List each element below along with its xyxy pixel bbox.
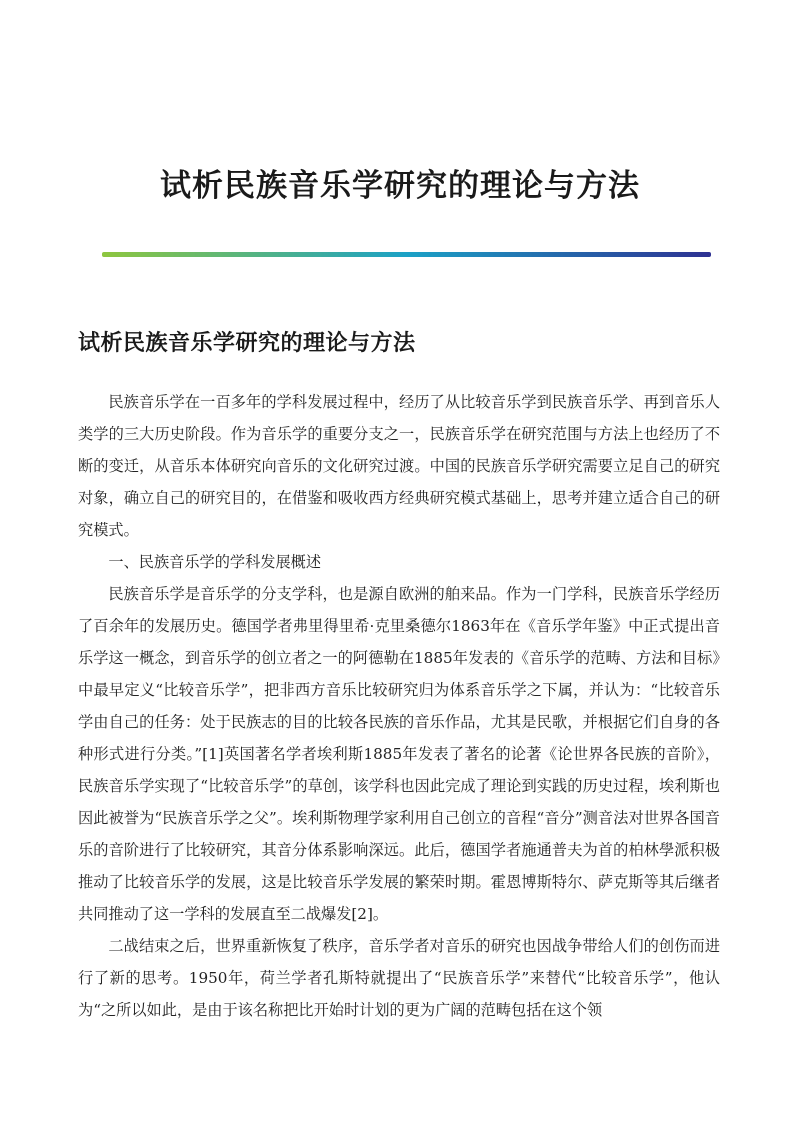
document-title: 试析民族音乐学研究的理论与方法: [160, 168, 640, 204]
title-divider: [102, 252, 711, 257]
paragraph: 民族音乐学在一百多年的学科发展过程中，经历了从比较音乐学到民族音乐学、再到音乐人类学的三大历史阶段。作为音乐学的重要分支之一，民族音乐学在研究范围与方法上也经历了不断的变迁，从音乐本体研究向音乐的文化研究过渡。中国的民族音乐学研究需要立足自己的研究对象，确立自己的研究目的，在借鉴和吸收西方经典研究模式基础上，思考并建立适合自己的研究模式。: [78, 393, 720, 539]
section-title: 试析民族音乐学研究的理论与方法: [78, 331, 416, 356]
paragraph: 二战结束之后，世界重新恢复了秩序，音乐学者对音乐的研究也因战争带给人们的创伤而进行了新的思考。1950年，荷兰学者孔斯特就提出了“民族音乐学”来替代“比较音乐学”，他认为“之所以如此，是由于该名称把比开始时计划的更为广阔的范畴包括在这个领: [78, 937, 720, 1019]
subheading: 一、民族音乐学的学科发展概述: [108, 553, 322, 571]
paragraph: 民族音乐学是音乐学的分支学科，也是源自欧洲的舶来品。作为一门学科，民族音乐学经历了百余年的发展历史。德国学者弗里得里希·克里桑德尔1863年在《音乐学年鉴》中正式提出音乐学这一概念，到音乐学的创立者之一的阿德勒在1885年发表的《音乐学的范畴、方法和目标》中最早定义“比较音乐学”，把非西方音乐比较研究归为体系音乐学之下属，并认为：“比较音乐学由自己的任务：处于民族志的目的比较各民族的音乐作品，尤其是民歌，并根据它们自身的各种形式进行分类。”[1]英国著名学者埃利斯1885年发表了著名的论著《论世界各民族的音阶》，民族音乐学实现了“比较音乐学”的草创，该学科也因此完成了理论到实践的历史过程，埃利斯也因此被誉为“民族音乐学之父”。埃利斯物理学家利用自己创立的音程“音分”测音法对世界各国音乐的音阶进行了比较研究，其音分体系影响深远。此后，德国学者施通普夫为首的柏林學派积极推动了比较音乐学的发展，这是比较音乐学发展的繁荣时期。霍恩博斯特尔、萨克斯等其后继者共同推动了这一学科的发展直至二战爆发[2]。: [78, 585, 720, 923]
body-text: [78, 386, 720, 1026]
